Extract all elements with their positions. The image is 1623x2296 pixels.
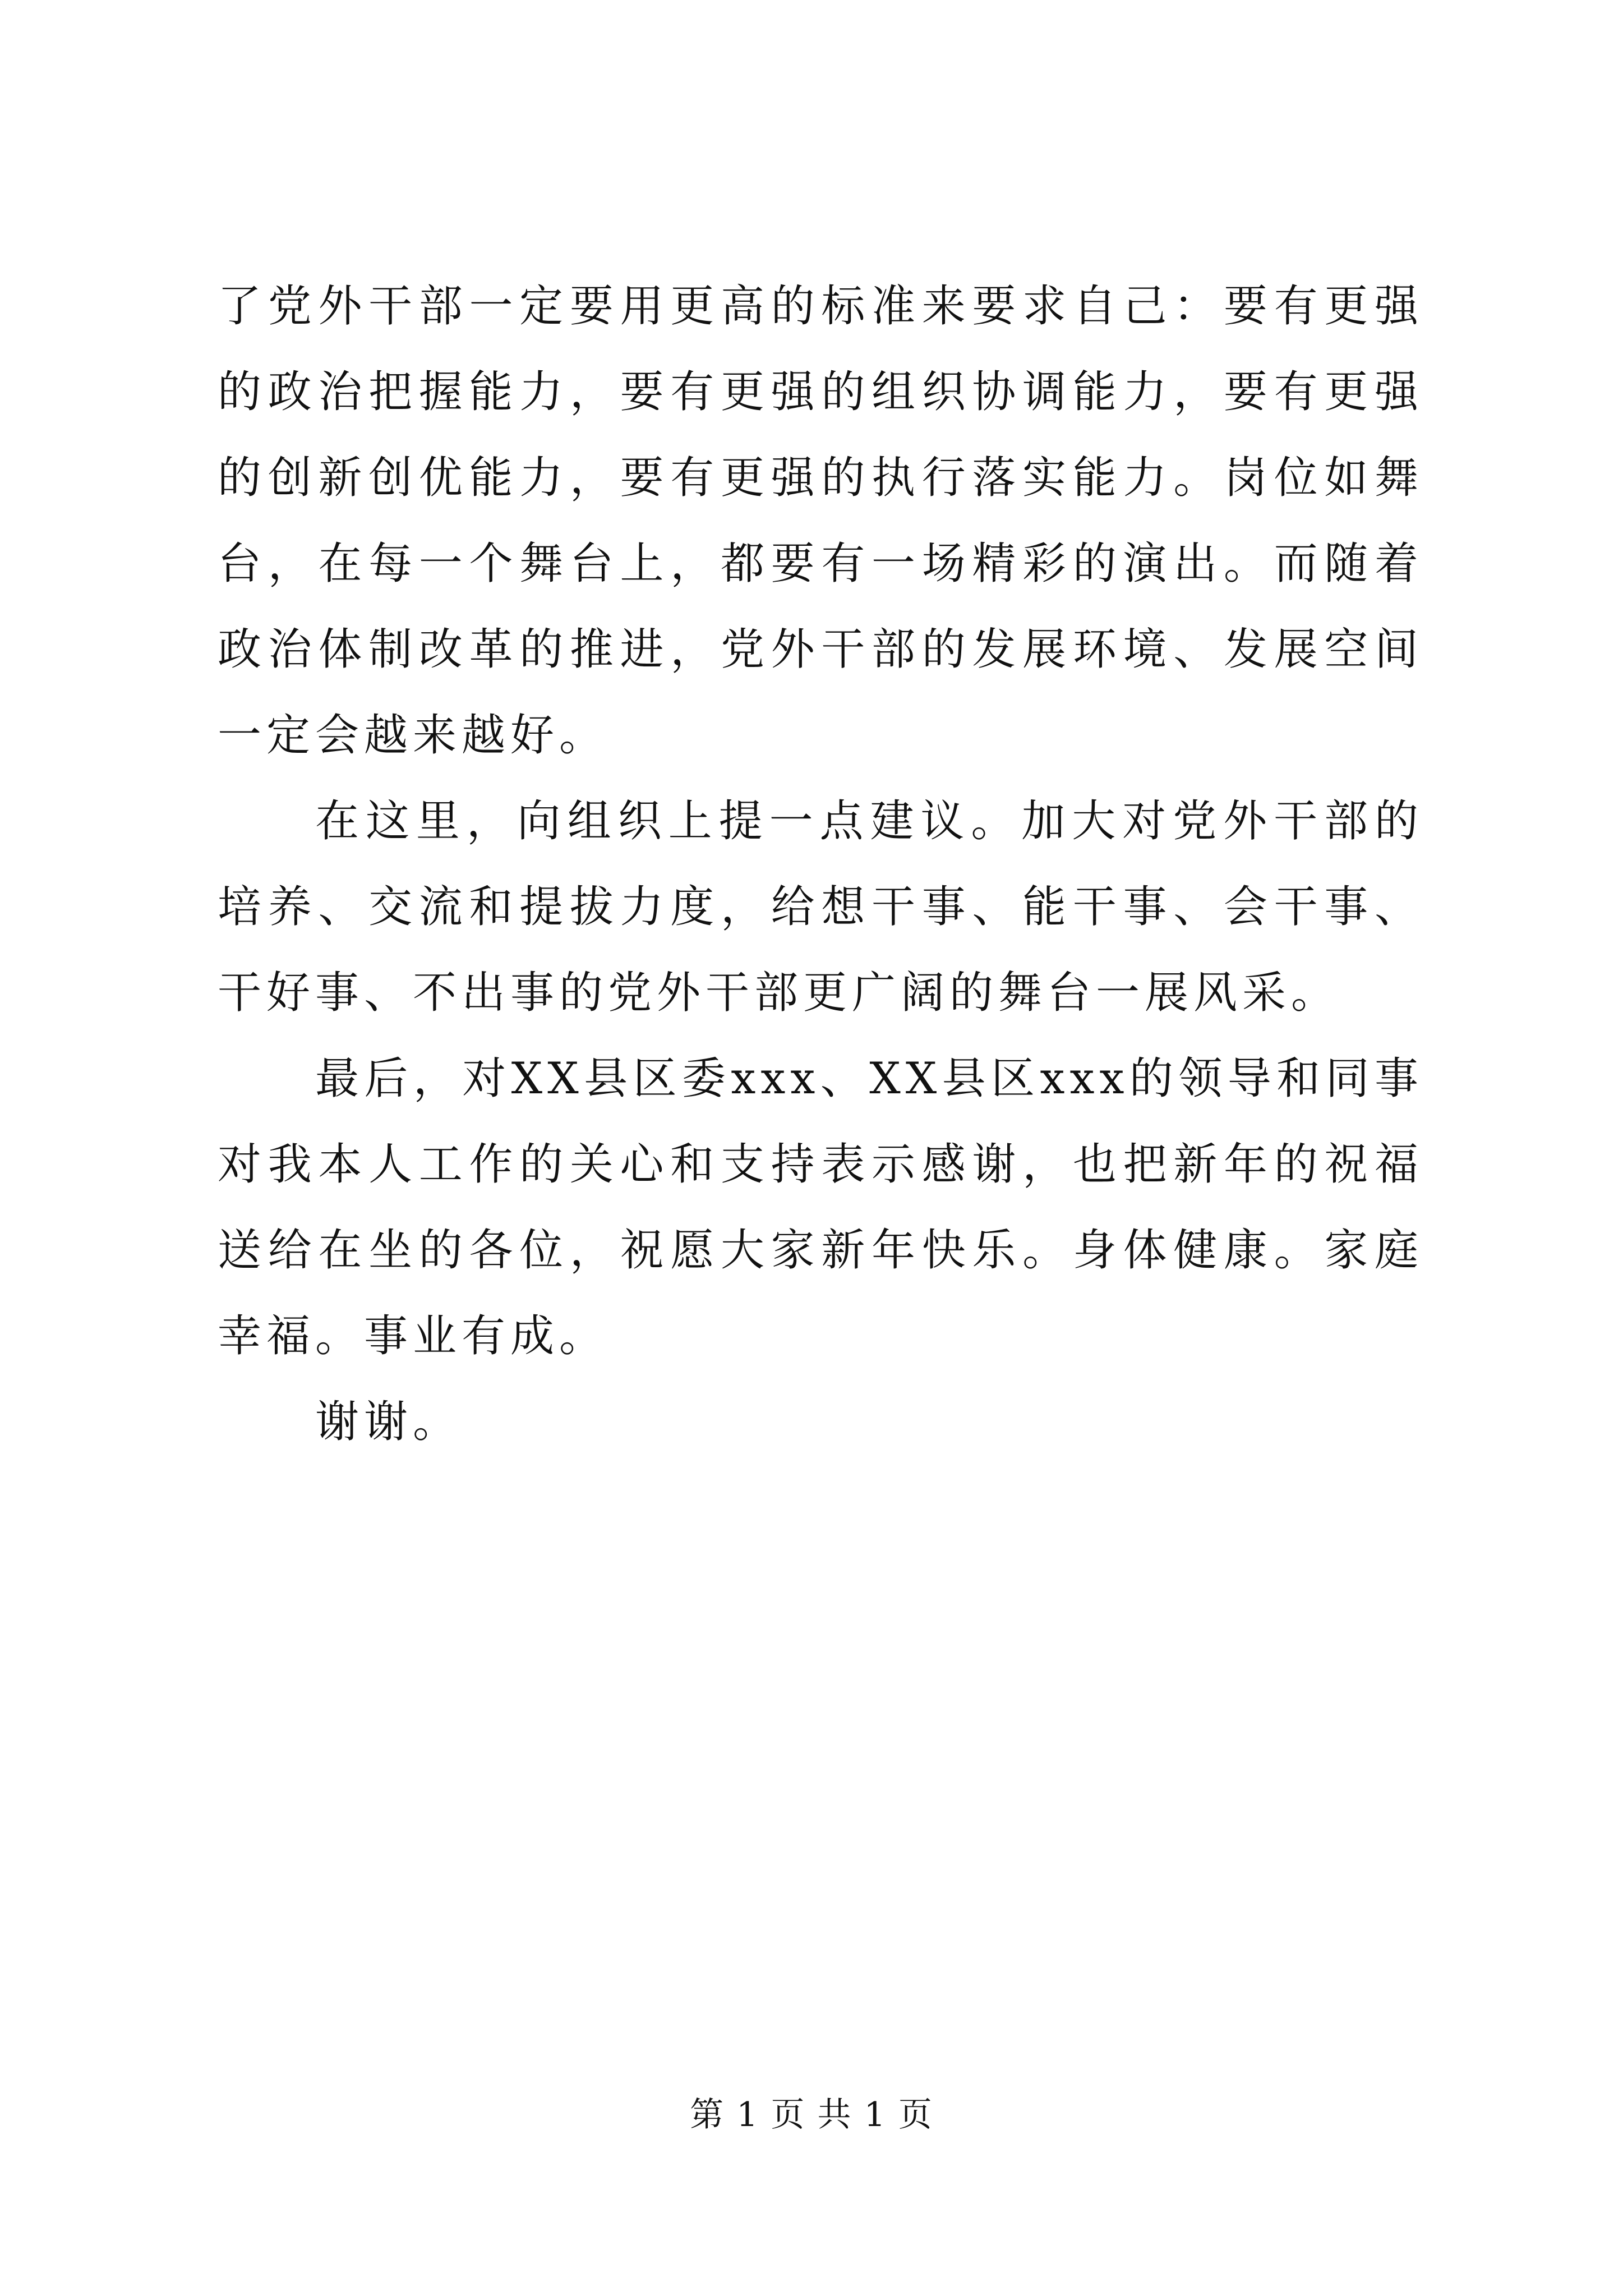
paragraph-closing: 谢谢。	[315, 1397, 462, 1447]
document-body	[218, 264, 1423, 1465]
paragraph-thanks: 最后，对XX县区委xxx、XX县区xxx的领导和同事对我本人工作的关心和支持表示感谢，也把新年的祝福送给在坐的各位，祝愿大家新年快乐。身体健康。家庭幸福。事业有成。	[218, 1053, 1423, 1361]
paragraph-suggestion: 在这里，向组织上提一点建议。加大对党外干部的培养、交流和提拔力度，给想干事、能干事、会干事、干好事、不出事的党外干部更广阔的舞台一展风采。	[218, 796, 1423, 1018]
paragraph-continuation: 了党外干部一定要用更高的标准来要求自己：要有更强的政治把握能力，要有更强的组织协调能力，要有更强的创新创优能力，要有更强的执行落实能力。岗位如舞台，在每一个舞台上，都要有一场精彩的演出。而随着政治体制改革的推进，党外干部的发展环境、发展空间一定会越来越好。	[218, 281, 1423, 761]
page-footer: 第 1 页 共 1 页	[690, 2095, 933, 2134]
